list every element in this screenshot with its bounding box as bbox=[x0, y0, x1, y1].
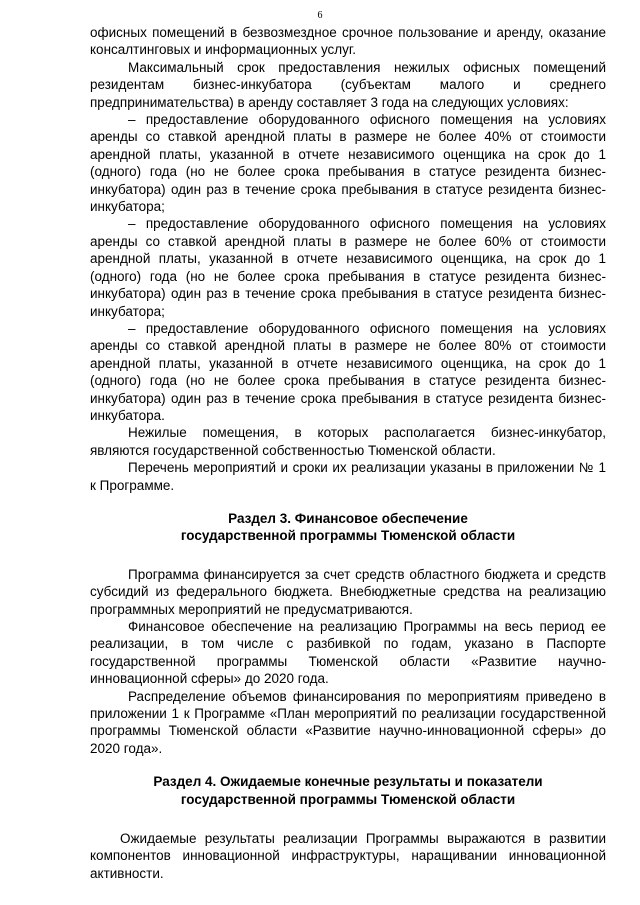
paragraph: Перечень мероприятий и сроки их реализации указаны в приложении № 1 к Программе. bbox=[90, 460, 606, 493]
paragraph: Финансовое обеспечение на реализацию Программы на весь период ее реализации, в том числе с разбивкой по годам, указано в Паспорте государственной программы Тюменской области «Развитие научно-инновационной сферы» до 2020 года. bbox=[90, 619, 606, 687]
paragraph: офисных помещений в безвозмездное срочное пользование и аренду, оказание консалтинговых и информационных услуг. bbox=[90, 25, 606, 58]
document-body bbox=[90, 24, 606, 882]
section-heading-line: государственной программы Тюменской области bbox=[180, 791, 516, 807]
paragraph: Максимальный срок предоставления нежилых офисных помещений резидентам бизнес-инкубатора (субъектам малого и среднего предпринимательства) в аренду составляет 3 года на следующих условиях: bbox=[90, 59, 606, 110]
page-number: 6 bbox=[317, 10, 323, 21]
section-heading bbox=[90, 510, 606, 545]
section-heading-line: Раздел 3. Финансовое обеспечение bbox=[228, 510, 468, 526]
section-heading-line: государственной программы Тюменской области bbox=[180, 528, 516, 544]
paragraph: Распределение объемов финансирования по мероприятиям приведено в приложении 1 к Программе «План мероприятий по реализации государственной программы Тюменской области «Развитие научно-инновационной сферы» до 2020 года». bbox=[90, 688, 606, 756]
list-item: – предоставление оборудованного офисного помещения на условиях аренды со ставкой арендной платы в размере не более 60% от стоимости арендной платы, указанной в отчете независимого оценщика, на срок до 1 (одного) года (но не более срока пребывания в статусе резидента бизнес-инкубатора) один раз в течение срока пребывания в статусе резидента бизнес-инкубатора; bbox=[90, 216, 606, 319]
section-heading-line: Раздел 4. Ожидаемые конечные результаты и показатели bbox=[153, 774, 543, 790]
paragraph: Программа финансируется за счет средств областного бюджета и средств субсидий из федерального бюджета. Внебюджетные средства на реализацию программных мероприятий не предусматриваются. bbox=[90, 566, 606, 617]
paragraph: Нежилые помещения, в которых располагается бизнес-инкубатор, являются государственной собственностью Тюменской области. bbox=[90, 425, 606, 458]
list-item: – предоставление оборудованного офисного помещения на условиях аренды со ставкой арендной платы в размере не более 40% от стоимости арендной платы, указанной в отчете независимого оценщика на срок до 1 (одного) года (но не более срока пребывания в статусе резидента бизнес-инкубатора) один раз в течение срока пребывания в статусе резидента бизнес-инкубатора; bbox=[90, 112, 606, 215]
list-item: – предоставление оборудованного офисного помещения на условиях аренды со ставкой арендной платы в размере не более 80% от стоимости арендной платы, указанной в отчете независимого оценщика, на срок до 1 (одного) года (но не более срока пребывания в статусе резидента бизнес-инкубатора) один раз в течение срока пребывания в статусе резидента бизнес-инкубатора. bbox=[90, 320, 606, 423]
paragraph: Ожидаемые результаты реализации Программы выражаются в развитии компонентов инновационной инфраструктуры, наращивании инновационной активности. bbox=[90, 831, 606, 881]
section-heading bbox=[90, 773, 606, 808]
